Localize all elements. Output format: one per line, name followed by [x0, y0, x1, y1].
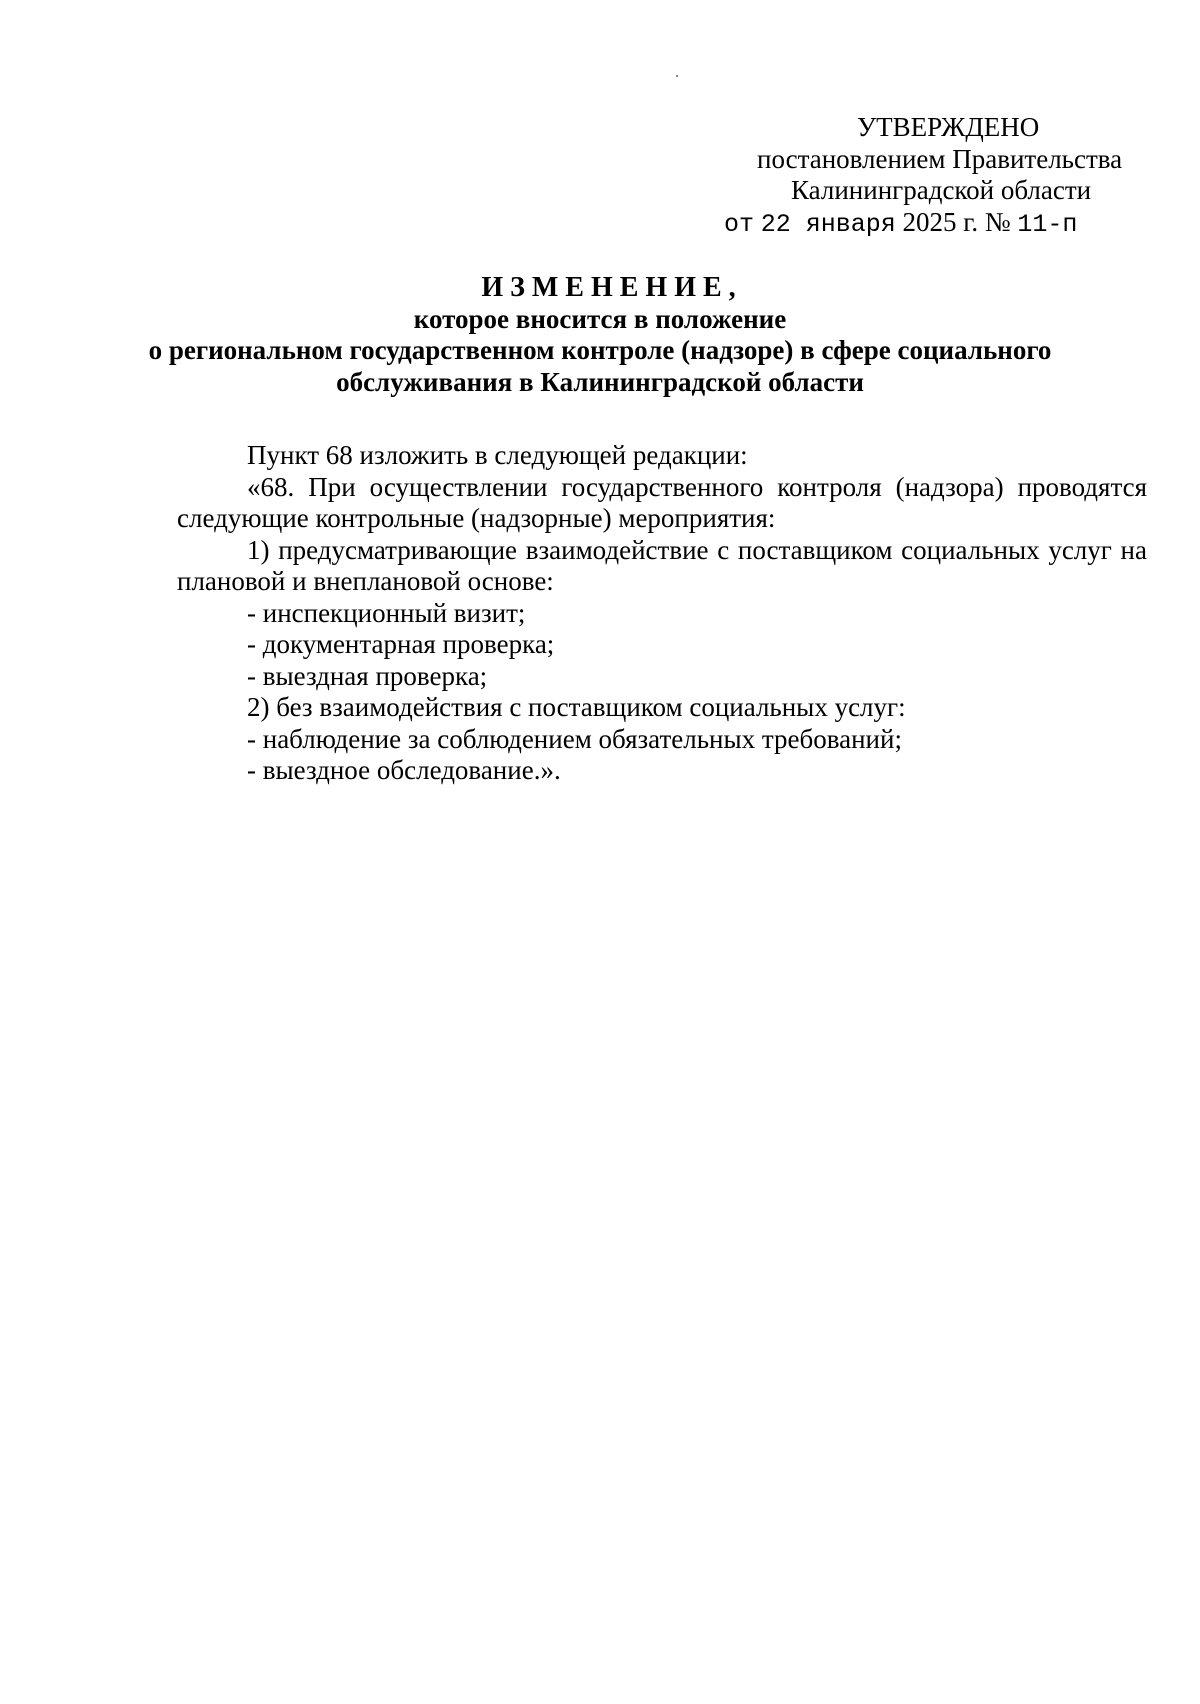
approval-heading: УТВЕРЖДЕНО [857, 112, 1040, 142]
title-line-2: которое вносится в положение [413, 303, 787, 334]
document-body [177, 440, 1147, 787]
item-2: 2) без взаимодействия с поставщиком социальных услуг: [247, 692, 906, 722]
item-1-b: - документарная проверка; [247, 629, 555, 659]
title-line-4: обслуживания в Калининградской области [336, 366, 864, 397]
item-2-a: - наблюдение за соблюдением обязательных требований; [247, 723, 902, 754]
title-line-3: о региональном государственном контроле (надзоре) в сфере социального [148, 335, 1052, 365]
title-main: ИЗМЕНЕНИЕ, [481, 272, 743, 303]
approval-authority: постановлением Правительства [757, 143, 1123, 174]
approval-date-prefix: от [724, 209, 755, 239]
approval-stamp [700, 112, 1160, 240]
approval-region: Калининградской области [791, 175, 1092, 205]
item-2-b: - выездное обследование.». [247, 755, 561, 785]
approval-number: 11-п [1017, 209, 1078, 239]
approval-date-line [700, 207, 1160, 241]
approval-year-suffix: г. № [963, 206, 1011, 237]
paragraph-68: «68. При осуществлении государственного контроля (надзора) проводятся следующие контрольные (надзорные) мероприятия: [177, 471, 1147, 533]
item-1: 1) предусматривающие взаимодействие с поставщиком социальных услуг на плановой и внеплановой основе: [177, 534, 1147, 596]
scan-dot [676, 75, 678, 77]
intro-paragraph: Пункт 68 изложить в следующей редакции: [247, 440, 748, 470]
approval-year: 2025 [902, 206, 957, 237]
item-1-c: - выездная проверка; [247, 660, 488, 691]
item-1-a: - инспекционный визит; [247, 597, 526, 628]
approval-date: 22 января [760, 209, 896, 239]
document-title [100, 272, 1100, 398]
